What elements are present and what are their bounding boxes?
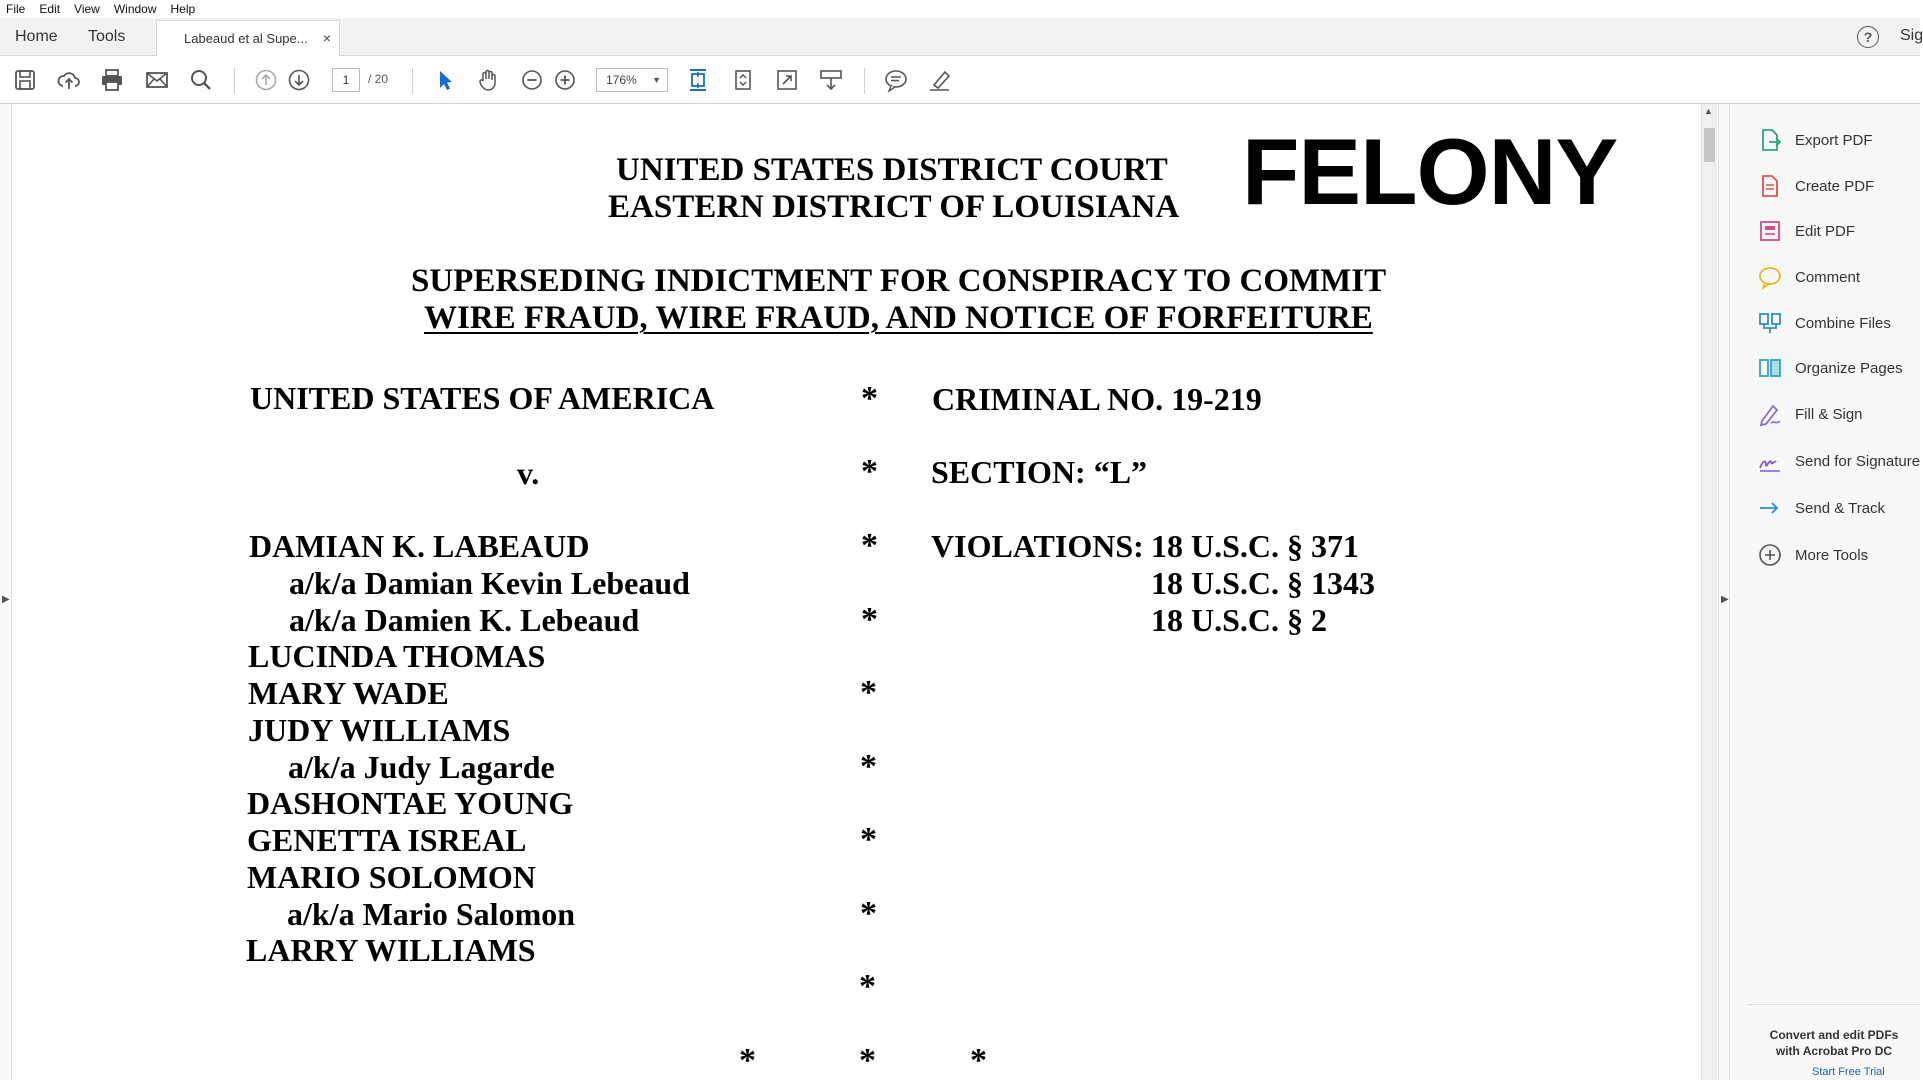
court-name-line1: UNITED STATES DISTRICT COURT: [616, 152, 1168, 188]
zoom-dropdown[interactable]: [596, 68, 668, 92]
defendant-name: LARRY WILLIAMS: [246, 932, 536, 968]
defendant-name: LUCINDA THOMAS: [248, 638, 546, 674]
edit-pdf-icon: [1757, 218, 1783, 244]
plaintiff-name: UNITED STATES OF AMERICA: [250, 380, 715, 416]
vertical-scrollbar[interactable]: [1701, 104, 1717, 1080]
upgrade-promo: [1748, 1004, 1920, 1059]
violation-statute: 18 U.S.C. § 2: [1151, 602, 1328, 638]
defendant-name: MARIO SOLOMON: [247, 859, 536, 895]
asterisk-divider: *: [860, 821, 877, 858]
defendant-alias: a/k/a Damian Kevin Lebeaud: [289, 565, 690, 601]
asterisk-divider: *: [859, 968, 876, 1005]
criminal-number: CRIMINAL NO. 19-219: [932, 381, 1262, 417]
asterisk-divider: *: [859, 1042, 876, 1079]
menu-bar: [0, 0, 1920, 18]
organize-pages-icon: [1757, 355, 1783, 381]
tool-label: Export PDF: [1795, 131, 1873, 149]
full-screen-icon[interactable]: [774, 67, 800, 93]
zoom-value: 176%: [606, 73, 637, 87]
tool-label: Send for Signature: [1795, 452, 1921, 470]
combine-files-icon: [1757, 310, 1783, 336]
scroll-mode-icon[interactable]: [818, 67, 844, 93]
tool-label: More Tools: [1795, 546, 1869, 564]
save-icon[interactable]: [12, 67, 38, 93]
comment-icon: [1757, 264, 1783, 290]
hand-tool-icon[interactable]: [475, 67, 501, 93]
asterisk-divider: *: [861, 527, 878, 564]
defendant-name: DASHONTAE YOUNG: [247, 785, 574, 821]
promo-line1: Convert and edit PDFs: [1769, 1028, 1899, 1042]
violations-label: VIOLATIONS:: [931, 528, 1144, 564]
tool-label: Organize Pages: [1795, 359, 1903, 377]
toolbar: [0, 56, 1920, 104]
indictment-title-line2: WIRE FRAUD, WIRE FRAUD, AND NOTICE OF FORFEITURE: [424, 300, 1373, 336]
felony-stamp: FELONY: [1242, 119, 1618, 224]
menu-edit[interactable]: Edit: [39, 2, 61, 16]
tool-send-track[interactable]: [1757, 494, 1885, 522]
send-track-icon: [1757, 495, 1783, 521]
tool-edit-pdf[interactable]: [1757, 217, 1855, 245]
toolbar-divider: [412, 68, 413, 94]
tool-label: Send & Track: [1795, 499, 1886, 517]
promo-line2: with Acrobat Pro DC: [1775, 1044, 1893, 1058]
section-label: SECTION: “L”: [931, 454, 1148, 490]
menu-file[interactable]: File: [6, 2, 26, 16]
toolbar-divider: [864, 68, 865, 94]
tool-export-pdf[interactable]: [1757, 126, 1873, 154]
asterisk-divider: *: [861, 601, 878, 638]
document-tab-title: Labeaud et al Supe...: [184, 31, 308, 46]
highlight-pen-icon[interactable]: [927, 67, 953, 93]
zoom-out-icon[interactable]: [519, 67, 545, 93]
tool-label: Comment: [1795, 268, 1861, 286]
sign-in-link[interactable]: Sig: [1900, 27, 1923, 44]
violation-statute: 18 U.S.C. § 1343: [1151, 565, 1376, 601]
rotate-page-icon[interactable]: [730, 67, 756, 93]
expand-left-panel-icon[interactable]: ▶: [2, 594, 10, 605]
defendant-name: GENETTA ISREAL: [247, 822, 527, 858]
page-total: / 20: [368, 72, 389, 86]
tool-create-pdf[interactable]: [1757, 172, 1874, 200]
asterisk-divider: *: [860, 674, 877, 711]
tool-label: Combine Files: [1795, 314, 1891, 332]
help-icon[interactable]: ?: [1857, 26, 1879, 48]
toolbar-divider: [234, 68, 235, 94]
violation-statute: 18 U.S.C. § 371: [1151, 528, 1360, 564]
page-number-input[interactable]: 1: [332, 68, 360, 92]
menu-window[interactable]: Window: [113, 2, 157, 16]
left-panel-toggle[interactable]: [0, 104, 12, 1080]
menu-view[interactable]: View: [74, 2, 100, 16]
defendant-alias: a/k/a Judy Lagarde: [288, 749, 555, 785]
tool-send-for-signature[interactable]: [1757, 447, 1920, 475]
asterisk-divider: *: [970, 1042, 987, 1079]
tool-comment[interactable]: [1757, 263, 1860, 291]
menu-help[interactable]: Help: [170, 2, 196, 16]
versus-label: v.: [517, 455, 540, 491]
comment-icon[interactable]: [883, 67, 909, 93]
tool-combine-files[interactable]: [1757, 309, 1891, 337]
court-name-line2: EASTERN DISTRICT OF LOUISIANA: [608, 189, 1180, 225]
create-pdf-icon: [1757, 173, 1783, 199]
tool-organize-pages[interactable]: [1757, 354, 1903, 382]
defendant-name: JUDY WILLIAMS: [248, 712, 511, 748]
upload-cloud-icon[interactable]: [56, 67, 82, 93]
export-pdf-icon: [1757, 127, 1783, 153]
close-tab-icon[interactable]: ×: [322, 30, 331, 46]
chevron-down-icon: ▼: [652, 75, 661, 85]
send-signature-icon: [1757, 448, 1783, 474]
email-icon[interactable]: [144, 67, 170, 93]
search-icon[interactable]: [188, 67, 214, 93]
indictment-title-line1: SUPERSEDING INDICTMENT FOR CONSPIRACY TO COMMIT: [411, 263, 1387, 299]
next-page-icon[interactable]: [286, 67, 312, 93]
tool-label: Create PDF: [1795, 177, 1875, 195]
tool-fill-sign[interactable]: [1757, 400, 1863, 428]
print-icon[interactable]: [99, 67, 125, 93]
start-free-trial-link[interactable]: Start Free Trial: [1812, 1066, 1885, 1078]
defendant-alias: a/k/a Damien K. Lebeaud: [289, 602, 640, 638]
scrollbar-thumb[interactable]: [1704, 128, 1715, 162]
defendant-alias: a/k/a Mario Salomon: [287, 896, 576, 932]
fit-page-icon[interactable]: [685, 67, 711, 93]
asterisk-divider: *: [861, 380, 878, 417]
asterisk-divider: *: [739, 1042, 756, 1079]
tool-more-tools[interactable]: [1757, 541, 1868, 569]
select-cursor-icon[interactable]: [432, 67, 458, 93]
collapse-panel-icon[interactable]: ▶: [1721, 594, 1729, 605]
asterisk-divider: *: [860, 895, 877, 932]
right-panel-toggle[interactable]: [1718, 104, 1730, 1080]
defendant-name: MARY WADE: [248, 675, 449, 711]
asterisk-divider: *: [860, 748, 877, 785]
previous-page-icon[interactable]: [253, 67, 279, 93]
tools-panel: [1731, 104, 1920, 1080]
scroll-up-icon[interactable]: ▲: [1704, 106, 1713, 116]
more-tools-icon: [1757, 542, 1783, 568]
asterisk-divider: *: [861, 453, 878, 490]
home-tab[interactable]: Home: [15, 28, 58, 45]
tools-tab[interactable]: Tools: [88, 28, 126, 45]
fill-sign-icon: [1757, 401, 1783, 427]
tool-label: Fill & Sign: [1795, 405, 1863, 423]
zoom-in-icon[interactable]: [552, 67, 578, 93]
tab-row: [0, 18, 1923, 56]
tool-label: Edit PDF: [1795, 222, 1856, 240]
defendant-name: DAMIAN K. LABEAUD: [249, 528, 590, 564]
document-tab[interactable]: [156, 20, 340, 56]
